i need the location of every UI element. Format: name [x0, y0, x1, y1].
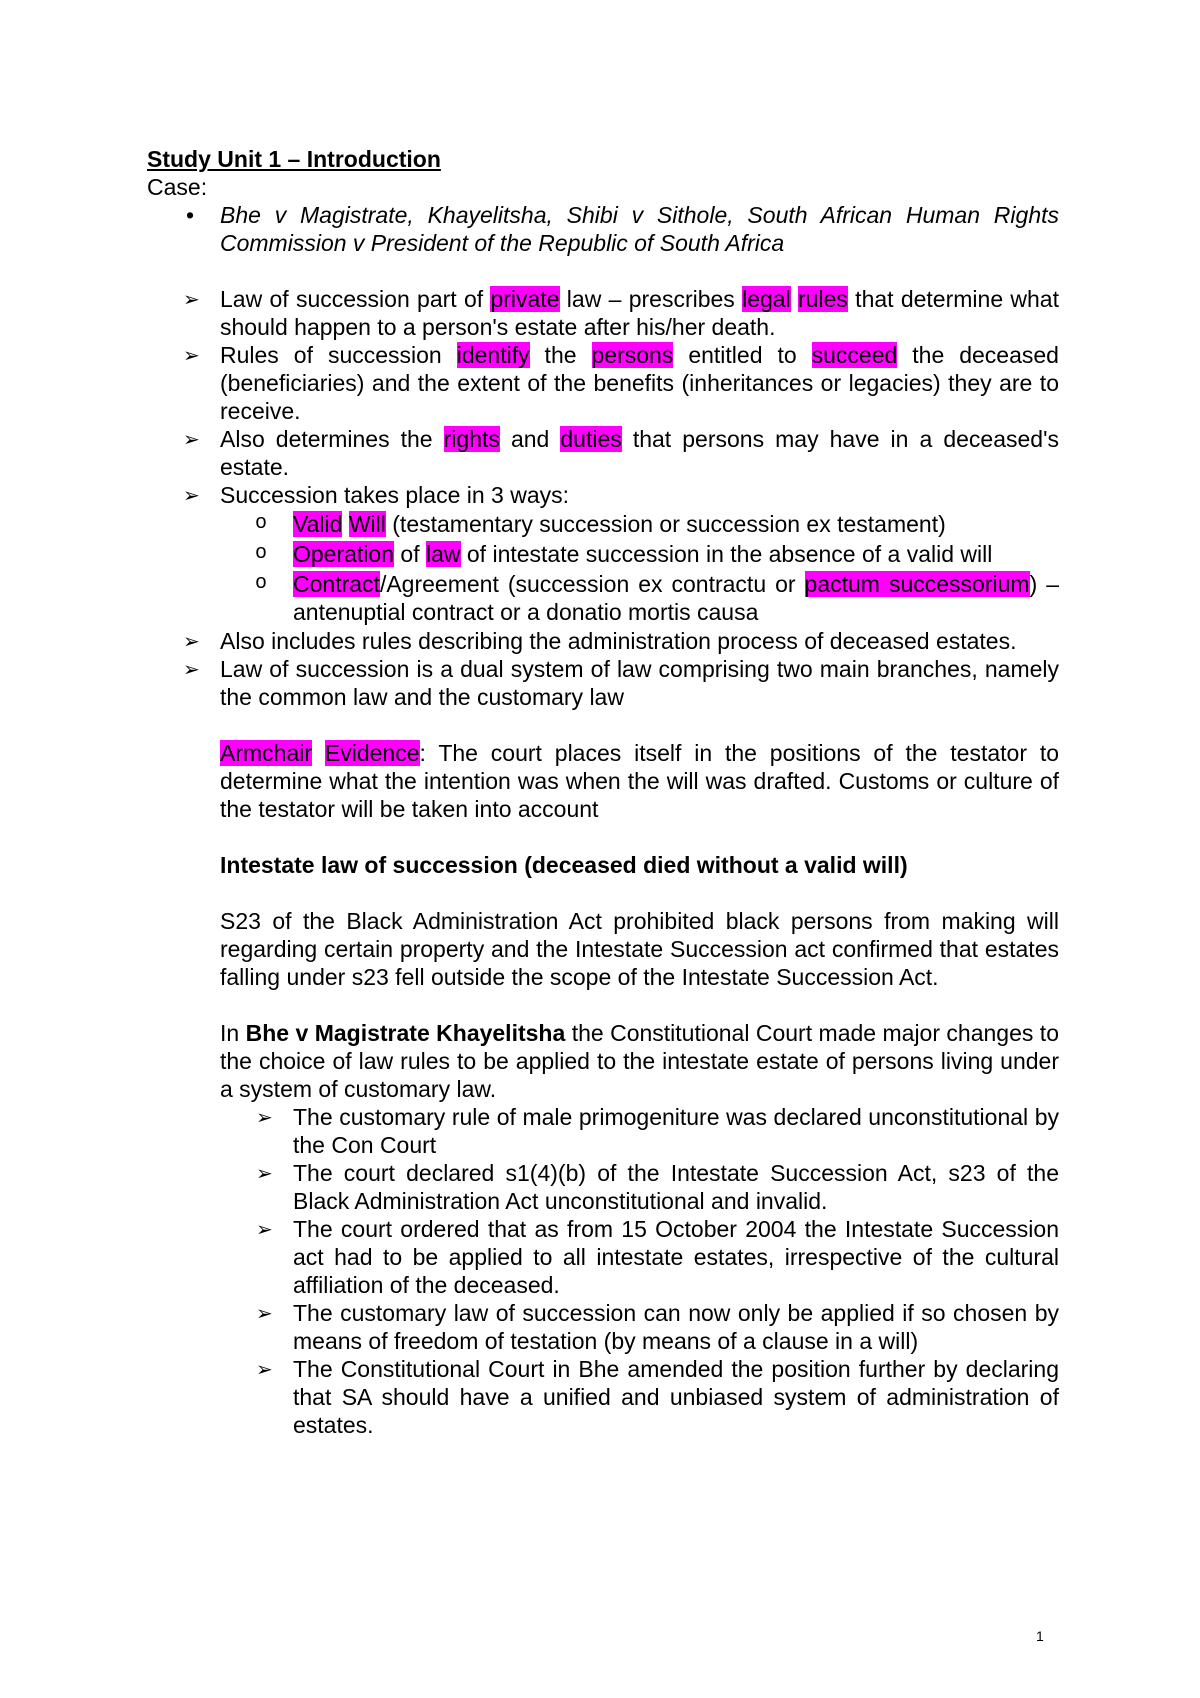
highlighted-term: private [490, 286, 560, 312]
text-run: : The court places itself in the positions of the testator to determine what the intention was when the will was drafted. Customs or culture of the testator will be taken into account [220, 740, 1060, 822]
text-run: of [394, 541, 426, 567]
text-run: /Agreement (succession ex contractu or [379, 571, 805, 597]
case-list-item [186, 201, 1059, 257]
text-run: that determine what should happen to a person's estate after his/her death. [220, 286, 1059, 340]
text-run: (testamentary succession or succession ex testament) [385, 511, 946, 537]
highlighted-term: Armchair [220, 740, 313, 766]
list-item-text: The customary rule of male primogeniture was declared unconstitutional by the Con Court [293, 1104, 1059, 1158]
succession-points-list [147, 285, 1059, 711]
list-item-text: The Constitutional Court in Bhe amended the position further by declaring that SA should have a unified and unbiased system of administration of estates. [293, 1356, 1059, 1438]
bullet-icon: • [186, 202, 195, 228]
text-run: the deceased (beneficiaries) and the extent of the benefits (inheritances or legacies) they are to receive. [220, 342, 1059, 424]
highlighted-term: rules [798, 286, 848, 312]
text-run: In [220, 1020, 246, 1046]
text-run: ) – antenuptial contract or a donatio mortis causa [293, 571, 1059, 625]
case-label: Case: [147, 174, 208, 200]
bhe-paragraph [220, 1019, 1059, 1103]
list-item-text: Also includes rules describing the administration process of deceased estates. [220, 628, 1017, 654]
text-run [312, 740, 325, 766]
list-item [183, 627, 1059, 655]
highlighted-term: Operation [293, 541, 395, 567]
highlighted-term: Evidence [324, 740, 420, 766]
section-heading: Intestate law of succession (deceased died without a valid will) [220, 852, 908, 878]
highlighted-term: pactum successorium [804, 571, 1030, 597]
armchair-evidence-paragraph [220, 739, 1059, 823]
page-number: 1 [1036, 1628, 1044, 1644]
list-item-text: Law of succession is a dual system of law comprising two main branches, namely the common law and the customary law [220, 656, 1059, 710]
arrow-bullet-icon: ➢ [183, 287, 200, 311]
arrow-bullet-icon: ➢ [183, 629, 200, 653]
list-item [183, 285, 1059, 341]
case-citation: Bhe v Magistrate, Khayelitsha, Shibi v Sithole, South African Human Rights Commission v President of the Republic of South Africa [220, 202, 1059, 256]
list-item-text: The court declared s1(4)(b) of the Intestate Succession Act, s23 of the Black Administration Act unconstitutional and invalid. [293, 1160, 1059, 1214]
arrow-bullet-icon: ➢ [256, 1105, 273, 1129]
circle-bullet-icon: o [255, 542, 268, 565]
text-run: entitled to [673, 342, 812, 368]
text-run: that persons may have in a deceased's estate. [220, 426, 1059, 480]
list-item [256, 1299, 1059, 1355]
arrow-bullet-icon: ➢ [256, 1161, 273, 1185]
s23-paragraph: S23 of the Black Administration Act prohibited black persons from making will regarding certain property and the Intestate Succession act confirmed that estates falling under s23 fell outside the scope of the Intestate Succession Act. [220, 908, 1059, 990]
text-run: Also determines the [220, 426, 444, 452]
highlighted-term: Valid [293, 511, 343, 537]
list-item-text: The customary law of succession can now only be applied if so chosen by means of freedom of testation (by means of a clause in a will) [293, 1300, 1059, 1354]
sub-list-item [255, 509, 1059, 539]
case-name: Bhe v Magistrate Khayelitsha [245, 1020, 566, 1046]
highlighted-term: legal [742, 286, 791, 312]
text-run: Law of succession part of [220, 286, 491, 312]
arrow-bullet-icon: ➢ [183, 427, 200, 451]
arrow-bullet-icon: ➢ [183, 483, 200, 507]
arrow-bullet-icon: ➢ [183, 343, 200, 367]
highlighted-term: Contract [293, 571, 380, 597]
bhe-points-list [147, 1103, 1059, 1439]
text-run: the [529, 342, 592, 368]
highlighted-term: Will [348, 511, 386, 537]
text-run: the Constitutional Court made major changes to the choice of law rules to be applied to the intestate estate of persons living under a system of customary law. [220, 1020, 1059, 1102]
highlighted-term: law [425, 541, 461, 567]
circle-bullet-icon: o [255, 572, 268, 595]
circle-bullet-icon: o [255, 512, 268, 535]
highlighted-term: identify [456, 342, 530, 368]
arrow-bullet-icon: ➢ [256, 1301, 273, 1325]
arrow-bullet-icon: ➢ [183, 657, 200, 681]
arrow-bullet-icon: ➢ [256, 1357, 273, 1381]
list-item-text: The court ordered that as from 15 October 2004 the Intestate Succession act had to be applied to all intestate estates, irrespective of the cultural affiliation of the deceased. [293, 1216, 1059, 1298]
list-item [183, 655, 1059, 711]
succession-ways-list [147, 509, 1059, 627]
highlighted-term: rights [443, 426, 500, 452]
list-item-text: Succession takes place in 3 ways: [220, 482, 570, 508]
list-item [183, 341, 1059, 425]
highlighted-term: persons [591, 342, 674, 368]
text-run [342, 511, 348, 537]
document-body [147, 145, 1059, 1439]
list-item [256, 1159, 1059, 1215]
sub-list-item [255, 539, 1059, 569]
list-item [183, 481, 1059, 509]
list-item [183, 425, 1059, 481]
text-run: Rules of succession [220, 342, 457, 368]
list-item [256, 1103, 1059, 1159]
list-item [256, 1215, 1059, 1299]
sub-list-item [255, 569, 1059, 627]
text-run: of intestate succession in the absence of a valid will [460, 541, 993, 567]
page-title: Study Unit 1 – Introduction [147, 146, 441, 172]
highlighted-term: duties [560, 426, 622, 452]
text-run: law – prescribes [559, 286, 743, 312]
highlighted-term: succeed [811, 342, 898, 368]
list-item [256, 1355, 1059, 1439]
text-run: and [499, 426, 561, 452]
text-run [791, 286, 798, 312]
arrow-bullet-icon: ➢ [256, 1217, 273, 1241]
